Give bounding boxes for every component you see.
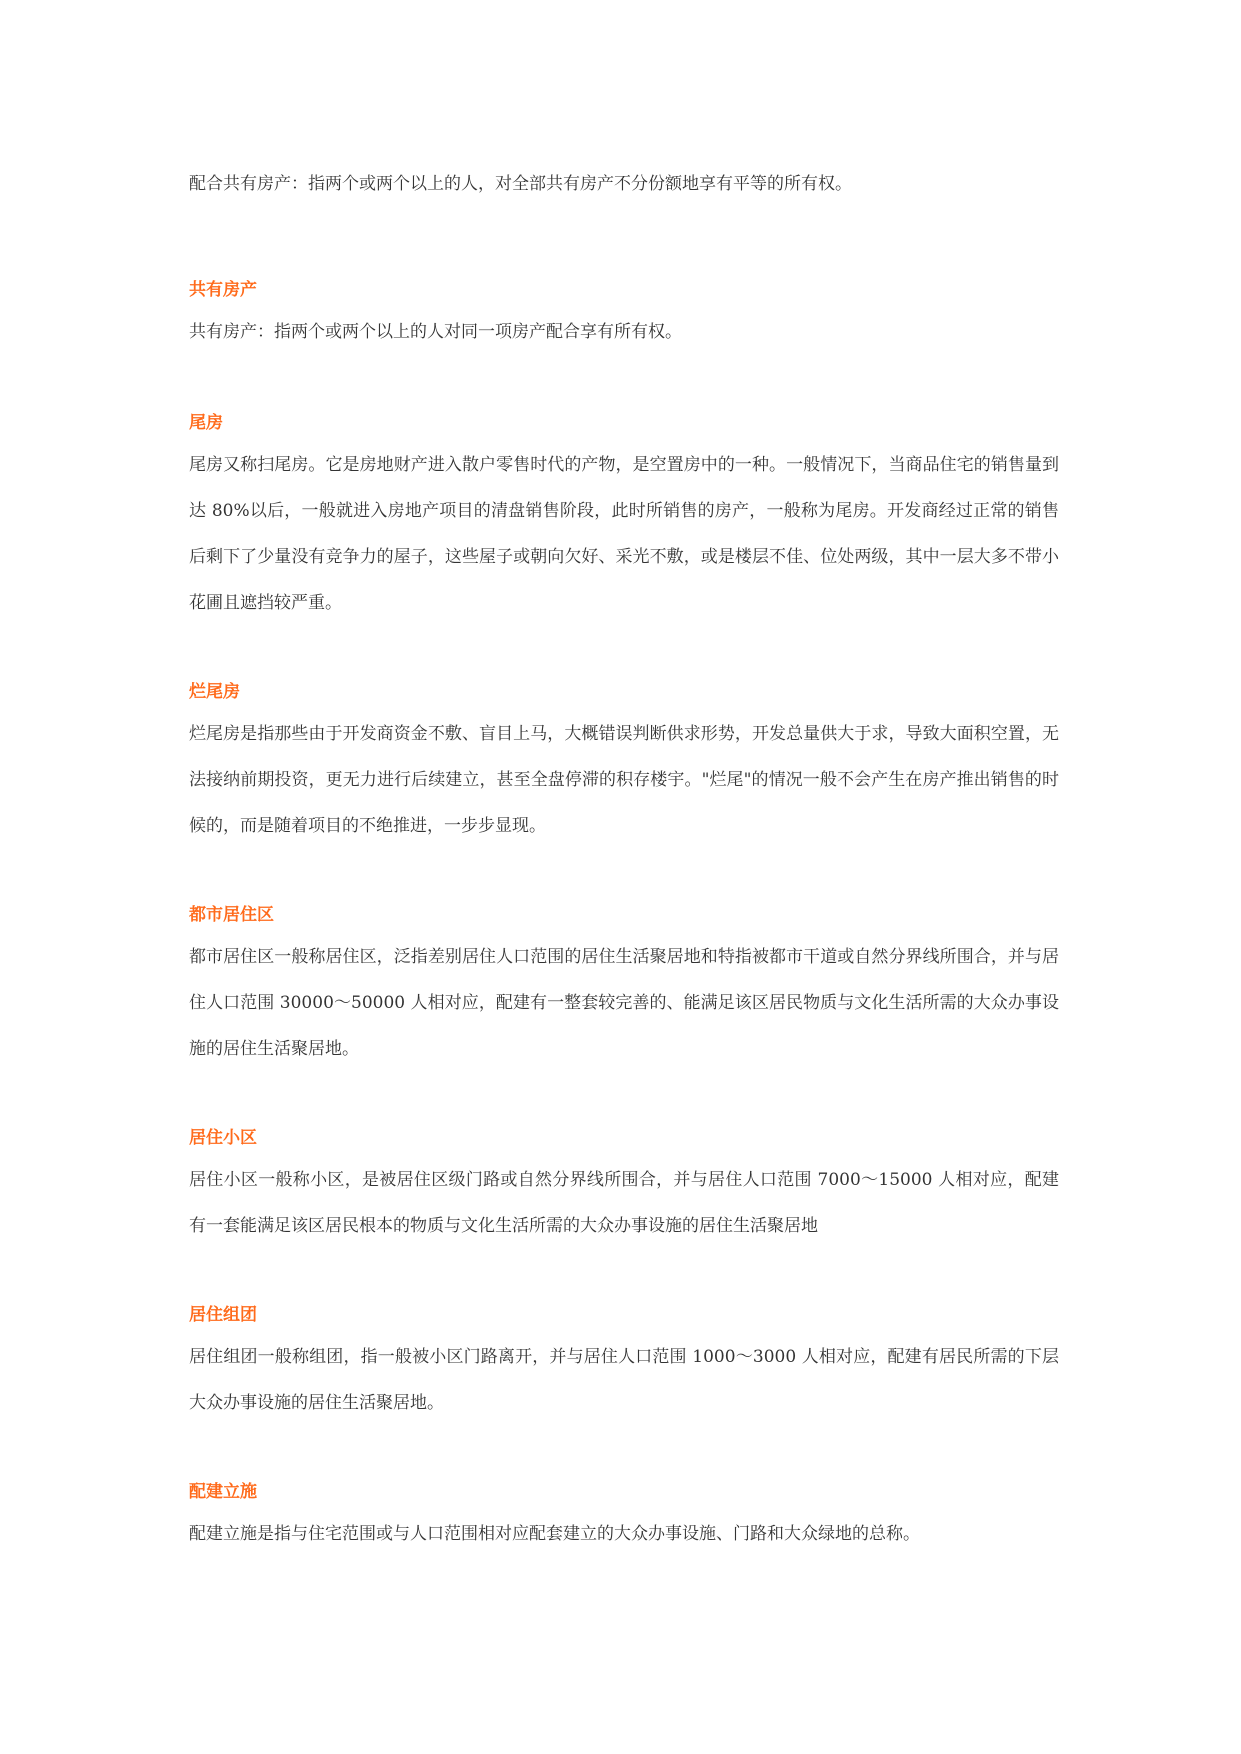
- section-weifang: [189, 409, 1059, 626]
- section-juzhu-xiaoqu: [189, 1124, 1059, 1249]
- section-text: 居住组团一般称组团，指一般被小区门路离开，并与居住人口范围 1000～3000 人相对应，配建有居民所需的下层大众办事设施的居住生活聚居地。: [189, 1347, 1059, 1413]
- section-lanweifang: [189, 678, 1059, 849]
- intro-paragraph: 配合共有房产：指两个或两个以上的人，对全部共有房产不分份额地享有平等的所有权。: [189, 174, 852, 194]
- section-title: 居住小区: [189, 1128, 257, 1148]
- section-gongyou-fangchan: [189, 276, 1059, 355]
- section-text: 尾房又称扫尾房。它是房地财产进入散户零售时代的产物，是空置房中的一种。一般情况下，当商品住宅的销售量到达 80%以后，一般就进入房地产项目的清盘销售阶段，此时所销售的房产，一般称为尾房。开发商经过正常的销售后剩下了少量没有竞争力的屋子，这些屋子或朝向欠好、采光不敷，或是楼层不佳、位处两级，其中一层大多不带小花圃且遮挡较严重。: [189, 455, 1059, 613]
- section-text: 共有房产：指两个或两个以上的人对同一项房产配合享有所有权。: [189, 322, 682, 342]
- section-title: 共有房产: [189, 280, 257, 300]
- section-juzhu-zutuan: [189, 1301, 1059, 1426]
- section-title: 居住组团: [189, 1305, 257, 1325]
- section-title: 尾房: [189, 413, 223, 433]
- section-title: 配建立施: [189, 1482, 257, 1502]
- section-text: 配建立施是指与住宅范围或与人口范围相对应配套建立的大众办事设施、门路和大众绿地的总称。: [189, 1524, 920, 1544]
- section-text: 都市居住区一般称居住区，泛指差别居住人口范围的居住生活聚居地和特指被都市干道或自然分界线所围合，并与居住人口范围 30000～50000 人相对应，配建有一整套较完善的、能满足该区居民物质与文化生活所需的大众办事设施的居住生活聚居地。: [189, 947, 1059, 1059]
- document-page: [189, 170, 1059, 1557]
- section-text: 烂尾房是指那些由于开发商资金不敷、盲目上马，大概错误判断供求形势，开发总量供大于求，导致大面积空置，无法接纳前期投资，更无力进行后续建立，甚至全盘停滞的积存楼宇。"烂尾"的情况一般不会产生在房产推出销售的时候的，而是随着项目的不绝推进，一步步显现。: [189, 724, 1059, 836]
- section-title: 烂尾房: [189, 682, 240, 702]
- section-title: 都市居住区: [189, 905, 274, 925]
- section-text: 居住小区一般称小区，是被居住区级门路或自然分界线所围合，并与居住人口范围 7000～15000 人相对应，配建有一套能满足该区居民根本的物质与文化生活所需的大众办事设施的居住生活聚居地: [189, 1170, 1059, 1236]
- section-dushi-juzhuqu: [189, 901, 1059, 1072]
- section-peijian-lishi: [189, 1478, 1059, 1557]
